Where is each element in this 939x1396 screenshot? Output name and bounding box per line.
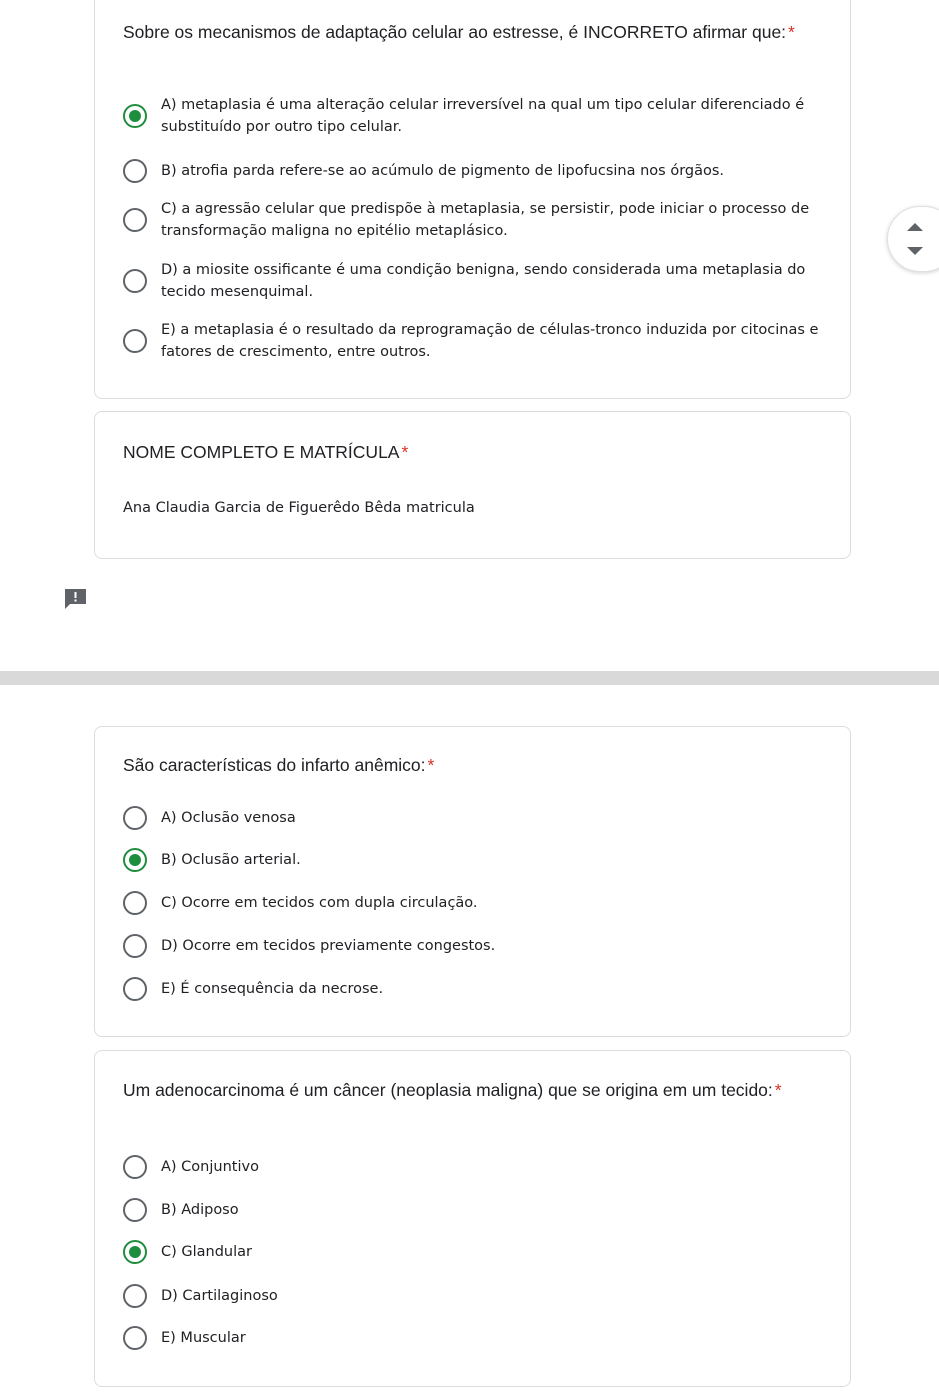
question-title: São características do infarto anêmico: * — [123, 755, 435, 775]
radio-option-a[interactable] — [123, 806, 820, 830]
radio-option-d[interactable] — [123, 934, 820, 958]
option-label: D) Cartilaginoso — [161, 1288, 278, 1304]
option-label: A) Conjuntivo — [161, 1159, 259, 1175]
question-title: Sobre os mecanismos de adaptação celular ao estresse, é INCORRETO afirmar que: * — [123, 22, 795, 42]
option-label: A) Oclusão venosa — [161, 810, 296, 826]
option-label: E) É consequência da necrose. — [161, 981, 384, 997]
question-title: NOME COMPLETO E MATRÍCULA * — [123, 442, 409, 462]
name-answer-field[interactable]: Ana Claudia Garcia de Figuerêdo Bêda matricula — [123, 500, 475, 516]
option-label: A) metaplasia é uma alteração celular irreversível na qual um tipo celular diferenciado é substituído por outro tipo celular. — [161, 97, 805, 135]
section-divider — [0, 671, 939, 685]
radio-option-e[interactable] — [123, 1326, 820, 1350]
required-asterisk: * — [427, 755, 435, 775]
radio-option-d[interactable] — [123, 259, 820, 303]
radio-icon[interactable] — [123, 208, 147, 232]
radio-icon[interactable] — [123, 977, 147, 1001]
option-label: E) a metaplasia é o resultado da reprogramação de células-tronco induzida por citocinas e fatores de crescimento, entre outros. — [161, 322, 819, 360]
radio-option-a[interactable] — [123, 94, 820, 138]
radio-icon[interactable] — [123, 891, 147, 915]
option-label: B) Adiposo — [161, 1202, 239, 1218]
question-card-nome — [94, 411, 851, 559]
question-card-infarto — [94, 726, 851, 1037]
radio-selected-icon[interactable] — [123, 1240, 147, 1264]
required-asterisk: * — [788, 22, 795, 42]
radio-option-c[interactable] — [123, 198, 820, 242]
radio-icon[interactable] — [123, 934, 147, 958]
radio-option-a[interactable] — [123, 1155, 820, 1179]
radio-option-b[interactable] — [123, 159, 820, 183]
question-title: Um adenocarcinoma é um câncer (neoplasia maligna) que se origina em um tecido: * — [123, 1080, 782, 1100]
option-label: D) Ocorre em tecidos previamente congestos. — [161, 938, 496, 954]
radio-option-b[interactable] — [123, 1198, 820, 1222]
option-label: C) Glandular — [161, 1244, 253, 1260]
report-problem-icon[interactable] — [63, 588, 88, 610]
option-label: C) a agressão celular que predispõe à metaplasia, se persistir, pode iniciar o processo de transformação maligna no epitélio metaplásico. — [161, 201, 810, 239]
required-asterisk: * — [774, 1080, 782, 1100]
radio-option-c[interactable] — [123, 891, 820, 915]
radio-option-e[interactable] — [123, 977, 820, 1001]
option-label: D) a miosite ossificante é uma condição benigna, sendo considerada uma metaplasia do tecido mesenquimal. — [161, 262, 806, 300]
radio-icon[interactable] — [123, 269, 147, 293]
scroll-down-icon[interactable] — [907, 247, 923, 255]
radio-selected-icon[interactable] — [123, 104, 147, 128]
scroll-up-icon[interactable] — [907, 223, 923, 231]
radio-selected-icon[interactable] — [123, 848, 147, 872]
required-asterisk: * — [401, 442, 409, 462]
radio-icon[interactable] — [123, 1284, 147, 1308]
option-label: B) atrofia parda refere-se ao acúmulo de pigmento de lipofucsina nos órgãos. — [161, 163, 725, 179]
radio-icon[interactable] — [123, 1155, 147, 1179]
radio-icon[interactable] — [123, 1198, 147, 1222]
radio-option-e[interactable] — [123, 319, 820, 363]
question-card-adaptacao — [94, 0, 851, 399]
radio-icon[interactable] — [123, 329, 147, 353]
radio-icon[interactable] — [123, 1326, 147, 1350]
radio-option-c[interactable] — [123, 1240, 820, 1264]
radio-icon[interactable] — [123, 806, 147, 830]
scroll-widget[interactable] — [887, 206, 939, 272]
question-card-adenocarcinoma — [94, 1050, 851, 1387]
radio-option-d[interactable] — [123, 1284, 820, 1308]
radio-icon[interactable] — [123, 159, 147, 183]
radio-option-b[interactable] — [123, 848, 820, 872]
option-label: E) Muscular — [161, 1330, 246, 1346]
option-label: C) Ocorre em tecidos com dupla circulação. — [161, 895, 478, 911]
option-label: B) Oclusão arterial. — [161, 852, 301, 868]
